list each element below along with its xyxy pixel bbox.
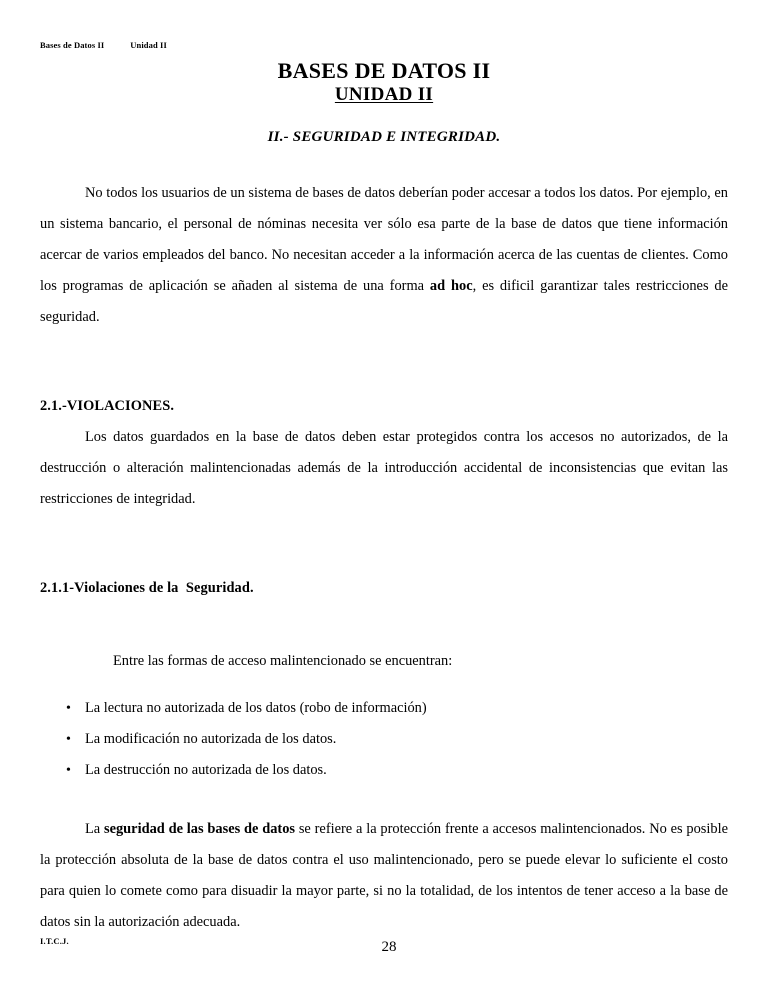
spacer [40,786,728,814]
section-violaciones-paragraph: Los datos guardados en la base de datos deben estar protegidos contra los accesos no autorizados, de la destrucción o alteración malintencionadas además de la introducción accidental de inconsistencias que evitan las restricciones de integridad. [40,429,728,507]
closing-paragraph-tail: se refiere a la protección frente a accesos malintencionados. No es posible la protección absoluta de la base de datos contra el uso malintencionado, pero se puede elevar lo suficiente el costo para quien lo comete como para disuadir la mayor parte, si no la totalidad, de los intentos de tener acceso a la base de datos sin la autorización adecuada. [40,821,728,930]
spacer [40,677,728,693]
spacer [40,515,728,573]
bullet-icon: • [66,732,71,747]
document-title: BASES DE DATOS II [277,58,491,83]
running-header [40,40,167,50]
list-item [40,693,728,724]
footer-institution: I.T.C.J. [40,936,69,946]
closing-paragraph [40,814,728,938]
unit-heading: II.- SEGURIDAD E INTEGRIDAD. [267,128,501,145]
bullet-icon: • [66,701,71,716]
intro-paragraph-emphasis: ad hoc [429,278,473,294]
spacer [40,604,728,646]
running-header-right: Unidad II [130,40,167,50]
list-item [40,755,728,786]
lead-in-paragraph: Entre las formas de acceso malintencionado se encuentran: [113,653,453,669]
subsection-heading-violaciones-seguridad: 2.1.1-Violaciones de la Seguridad. [40,580,254,596]
running-header-left: Bases de Datos II [40,40,105,50]
bullet-icon: • [66,763,71,778]
violations-bullet-list [40,693,728,786]
document-subtitle: UNIDAD II [334,83,434,105]
list-item-label: La lectura no autorizada de los datos (robo de información) [85,700,427,716]
closing-paragraph-emphasis: seguridad de las bases de datos [104,821,296,837]
intro-paragraph [40,178,728,333]
closing-paragraph-head: La [85,821,104,837]
list-item-label: La destrucción no autorizada de los datos. [85,762,327,778]
document-content [40,178,728,938]
list-item-label: La modificación no autorizada de los datos. [85,731,337,747]
section-heading-violaciones: 2.1.-VIOLACIONES. [40,398,175,414]
spacer [40,333,728,391]
title-block [40,58,728,146]
footer-page-number: 28 [381,939,397,955]
intro-paragraph-text: No todos los usuarios de un sistema de bases de datos deberían poder accesar a todos los datos. Por ejemplo, en un sistema bancario, el personal de nóminas necesita ver sólo esa parte de la base de datos que tiene información acercar de varios empleados del banco. No necesitan acceder a la información acerca de las cuentas de clientes. Como los programas de aplicación se añaden al sistema de una forma [40,185,728,294]
list-item [40,724,728,755]
intro-paragraph-tail: , es dificil garantizar tales restricciones de seguridad. [40,278,729,325]
